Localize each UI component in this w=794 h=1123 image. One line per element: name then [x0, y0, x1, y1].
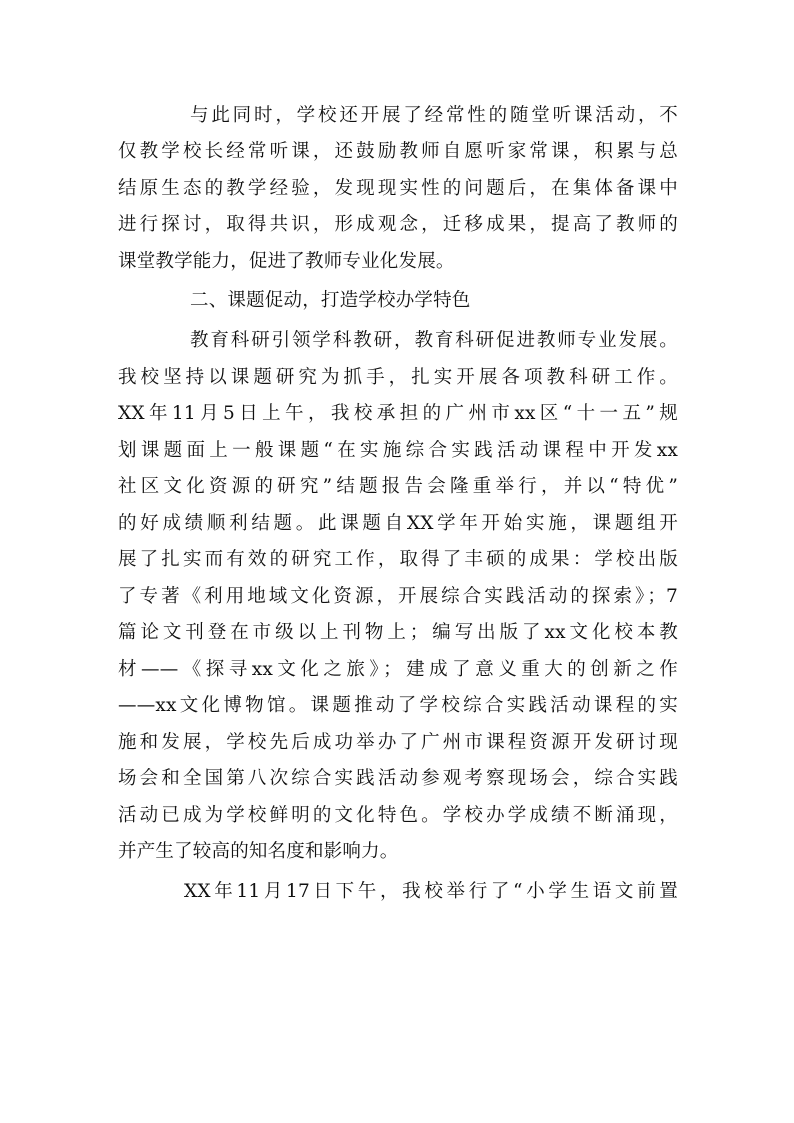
paragraph-line-13: 展了扎实而有效的研究工作，取得了丰硕的成果：学校出版	[118, 549, 678, 570]
paragraph-line-2: 仅教学校长经常听课，还鼓励教师自愿听家常课，积累与总	[118, 141, 678, 162]
paragraph-line-18: 施和发展，学校先后成功举办了广州市课程资源开发研讨现	[118, 732, 678, 753]
paragraph-line-15: 篇论文刊登在市级以上刊物上；编写出版了xx文化校本教	[118, 622, 678, 643]
paragraph-line-4: 进行探讨，取得共识，形成观念，迁移成果，提高了教师的	[118, 214, 678, 235]
paragraph-line-21: 并产生了较高的知名度和影响力。	[118, 841, 399, 862]
paragraph-line-7: 教育科研引领学科教研，教育科研促进教师专业发展。	[190, 330, 678, 351]
paragraph-line-10: 划课题面上一般课题“在实施综合实践活动课程中开发xx	[118, 440, 678, 461]
paragraph-line-11: 社区文化资源的研究”结题报告会隆重举行，并以“特优”	[118, 476, 678, 497]
paragraph-line-17: ——xx文化博物馆。课题推动了学校综合实践活动课程的实	[118, 695, 678, 716]
paragraph-line-1: 与此同时，学校还开展了经常性的随堂听课活动，不	[190, 105, 678, 126]
paragraph-line-14: 了专著《利用地域文化资源，开展综合实践活动的探索》；7	[118, 586, 678, 607]
paragraph-line-22: XX年11月17日下午，我校举行了“小学生语文前置	[184, 881, 678, 902]
paragraph-line-3: 结原生态的教学经验，发现现实性的问题后，在集体备课中	[118, 178, 678, 199]
section-heading: 二、课题促动，打造学校办学特色	[190, 290, 471, 311]
paragraph-line-16: 材——《探寻xx文化之旅》；建成了意义重大的创新之作	[118, 659, 678, 680]
paragraph-line-8: 我校坚持以课题研究为抓手，扎实开展各项教科研工作。	[118, 367, 678, 388]
paragraph-line-5: 课堂教学能力，促进了教师专业化发展。	[118, 251, 455, 272]
paragraph-line-20: 活动已成为学校鲜明的文化特色。学校办学成绩不断涌现，	[118, 805, 678, 826]
paragraph-line-19: 场会和全国第八次综合实践活动参观考察现场会，综合实践	[118, 768, 678, 789]
paragraph-line-12: 的好成绩顺利结题。此课题自XX学年开始实施，课题组开	[118, 513, 678, 534]
paragraph-line-9: XX年11月5日上午，我校承担的广州市xx区“十一五”规	[118, 403, 678, 424]
